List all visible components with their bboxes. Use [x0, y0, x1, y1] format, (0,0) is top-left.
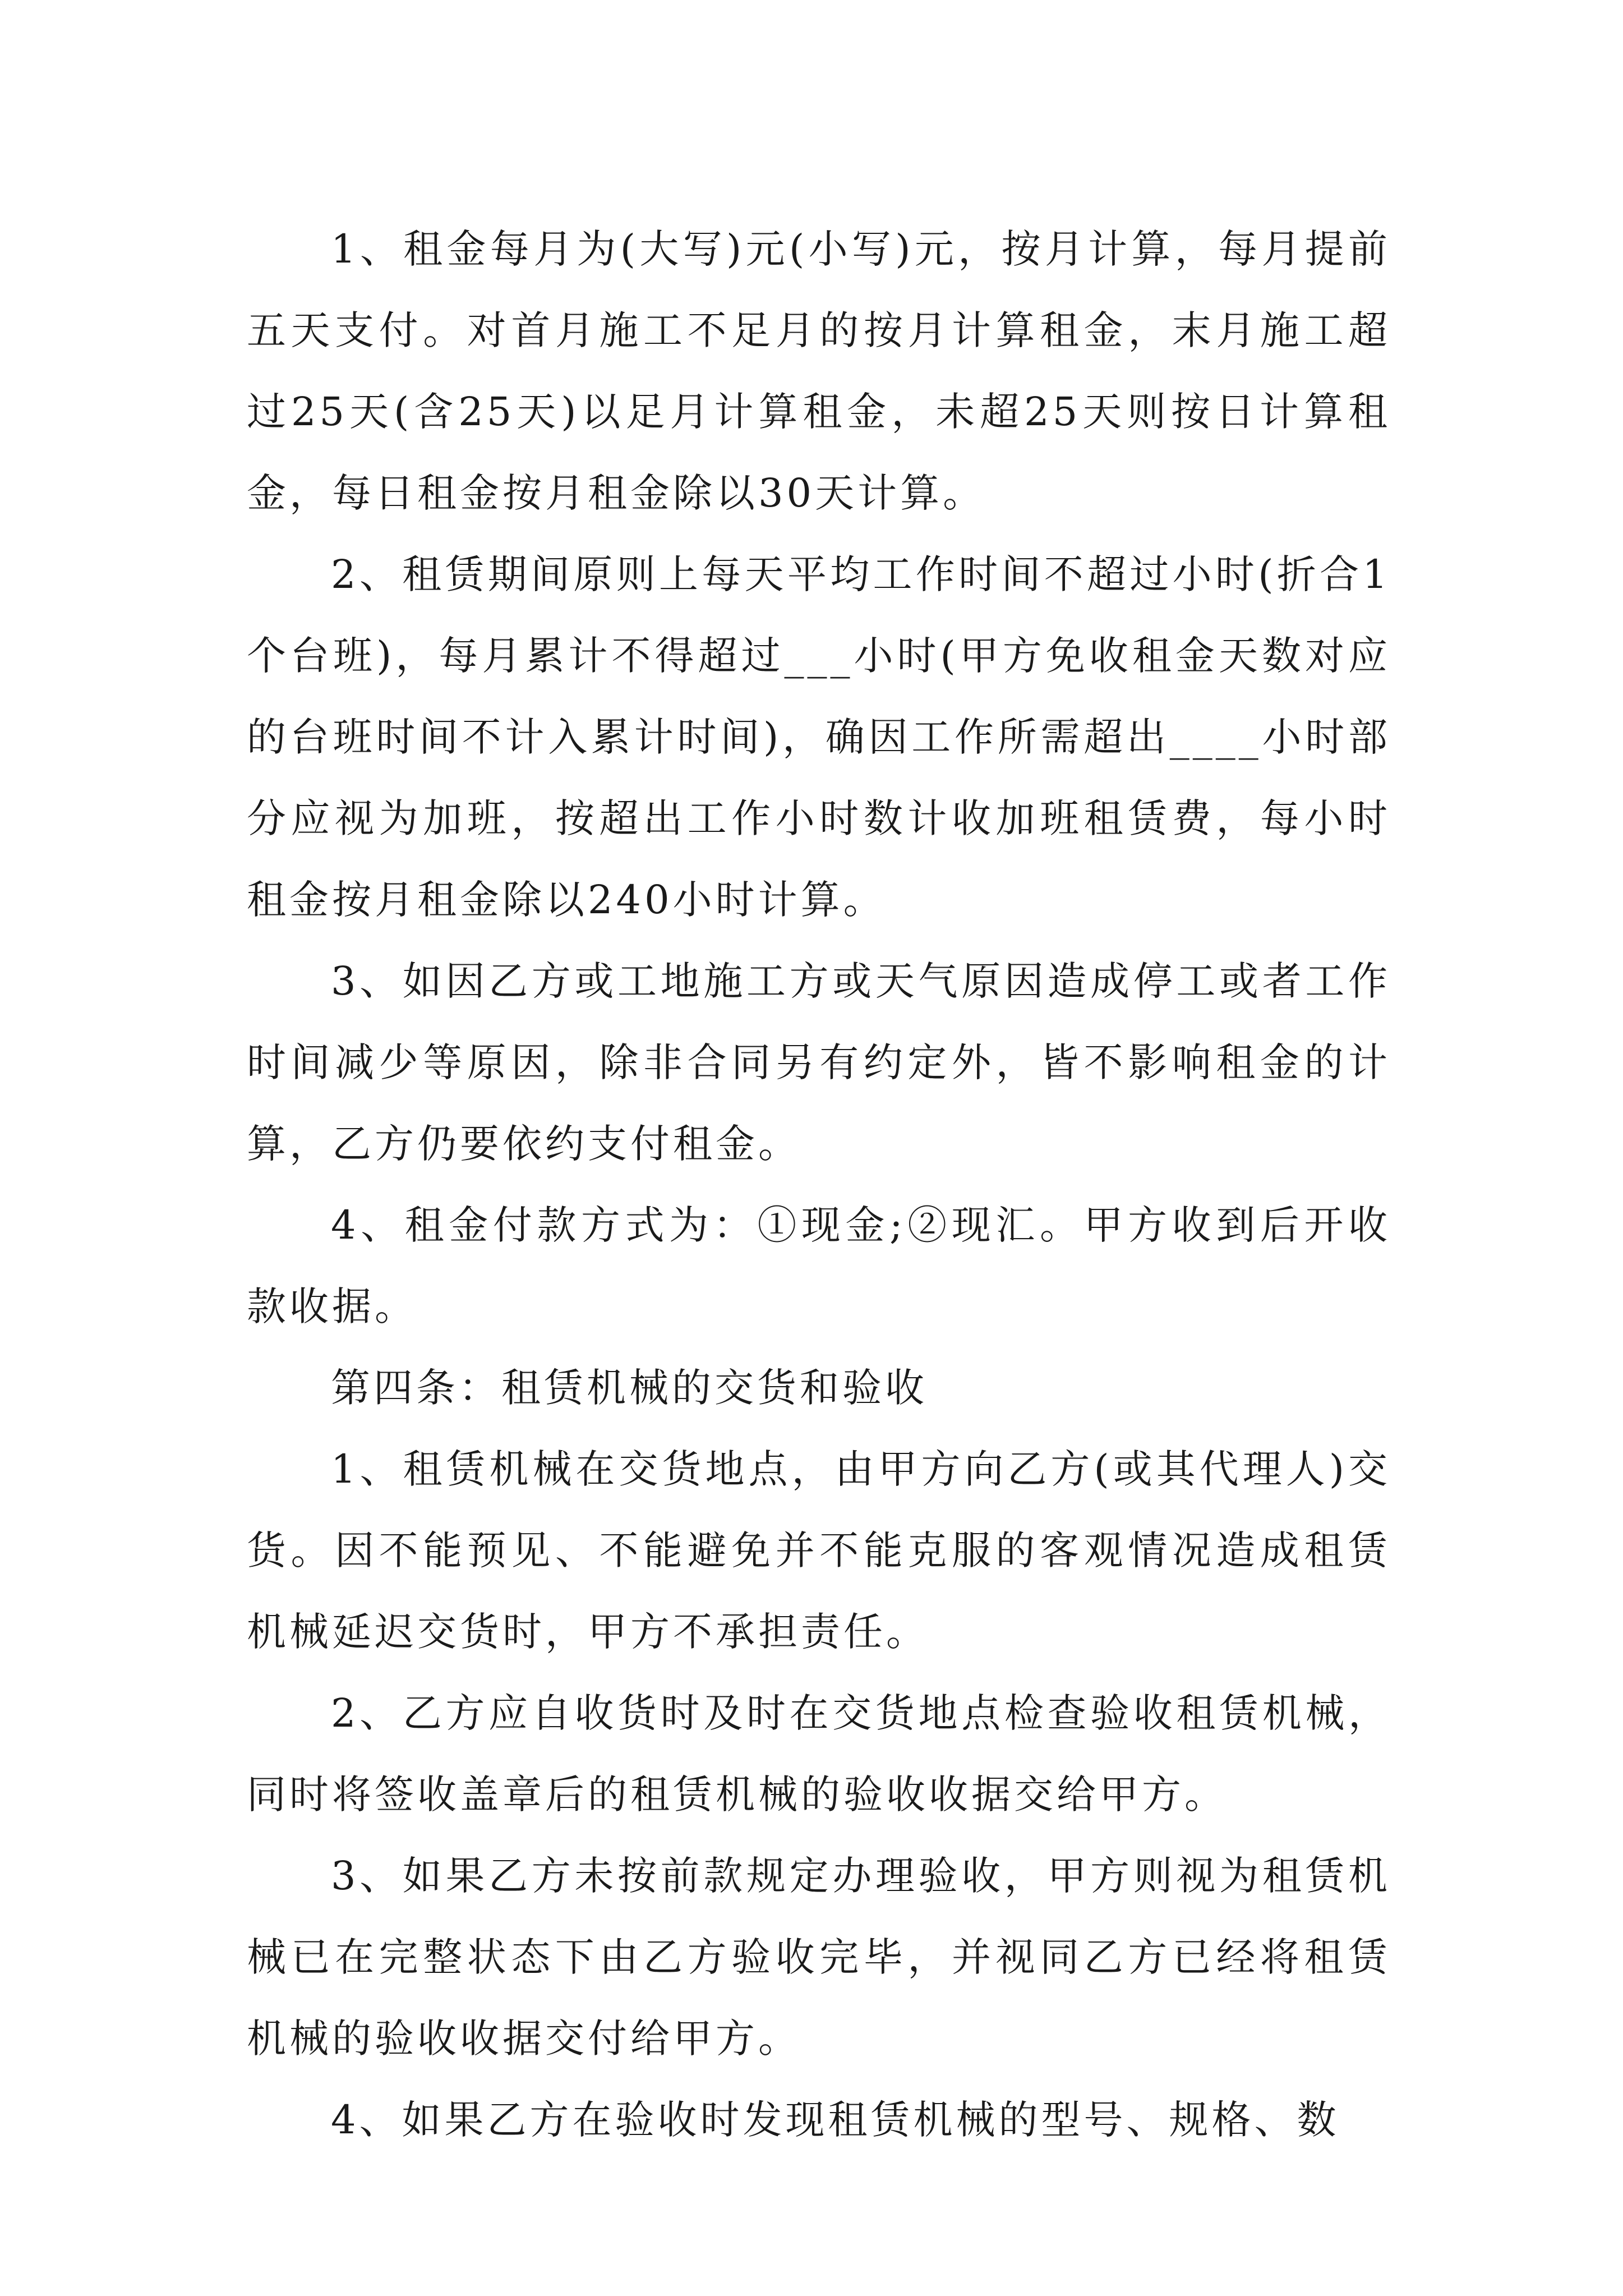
delivery-clause-1: 1、租赁机械在交货地点，由甲方向乙方(或其代理人)交货。因不能预见、不能避免并不能克服的客观情况造成租赁机械延迟交货时，甲方不承担责任。	[247, 1446, 1391, 1655]
rent-clause-3: 3、如因乙方或工地施工方或天气原因造成停工或者工作时间减少等原因，除非合同另有约定外，皆不影响租金的计算，乙方仍要依约支付租金。	[247, 958, 1391, 1167]
delivery-clause-4: 4、如果乙方在验收时发现租赁机械的型号、规格、数	[331, 2097, 1340, 2143]
delivery-clause-2: 2、乙方应自收货时及时在交货地点检查验收租赁机械，同时将签收盖章后的租赁机械的验收收据交给甲方。	[247, 1690, 1391, 1818]
document-body	[247, 209, 1391, 2161]
delivery-clause-3: 3、如果乙方未按前款规定办理验收，甲方则视为租赁机械已在完整状态下由乙方验收完毕，并视同乙方已经将租赁机械的验收收据交付给甲方。	[247, 1853, 1391, 2062]
rent-clause-2: 2、租赁期间原则上每天平均工作时间不超过小时(折合1个台班)，每月累计不得超过___小时(甲方免收租金天数对应的台班时间不计入累计时间)，确因工作所需超出____小时部分应视为加班，按超出工作小时数计收加班租赁费，每小时租金按月租金除以240小时计算。	[247, 551, 1391, 923]
section-heading: 第四条：租赁机械的交货和验收	[331, 1365, 928, 1411]
rent-clause-4: 4、租金付款方式为：①现金;②现汇。甲方收到后开收款收据。	[247, 1202, 1391, 1329]
rent-clause-1: 1、租金每月为(大写)元(小写)元，按月计算，每月提前五天支付。对首月施工不足月的按月计算租金，末月施工超过25天(含25天)以足月计算租金，未超25天则按日计算租金，每日租金按月租金除以30天计算。	[247, 226, 1391, 516]
